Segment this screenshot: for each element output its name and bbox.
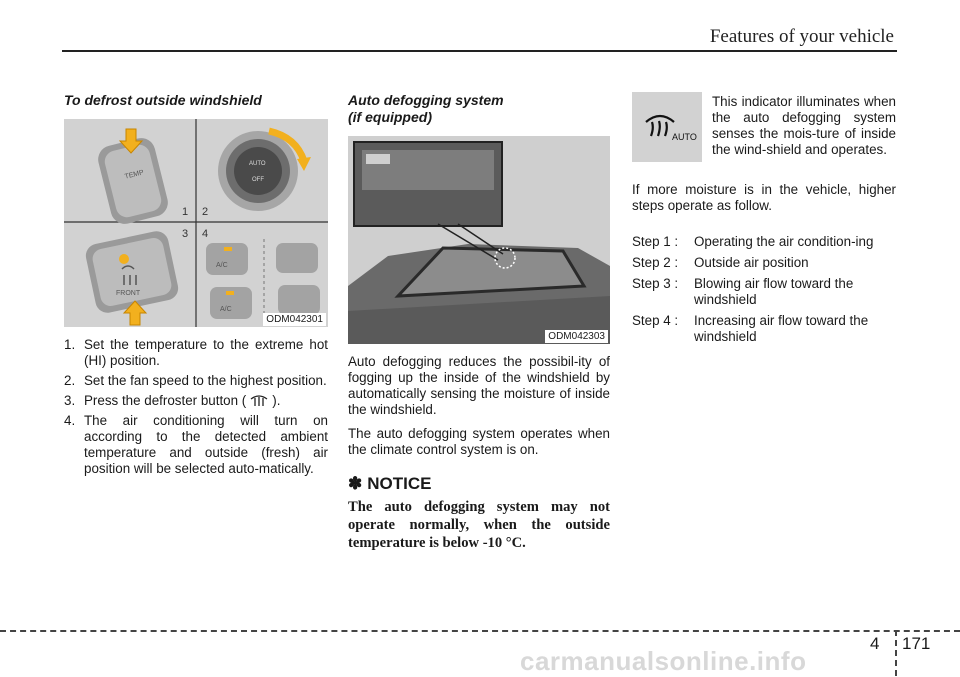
figure-panel-label-3: 3	[182, 228, 189, 240]
auto-defog-description: Auto defogging reduces the possibil-ity of fogging up the inside of the windshield by automatically sensing the moisture of inside the windshield.	[348, 354, 610, 417]
defrost-step-2: 2. Set the fan speed to the highest position.	[64, 373, 327, 388]
figure-panel-label-1: 1	[182, 206, 189, 218]
auto-defog-indicator	[632, 92, 702, 162]
watermark: carmanualsonline.info	[520, 646, 807, 676]
indicator-auto-label: AUTO	[672, 132, 697, 142]
defrost-step-3: 3. Press the defroster button ( ).	[64, 393, 281, 408]
page-number: 171	[902, 634, 931, 653]
section-heading-defrost: To defrost outside windshield	[64, 92, 262, 108]
ac-button-label-bottom: A/C	[220, 306, 232, 313]
defrost-controls-figure	[64, 119, 328, 327]
auto-defog-operating-note: The auto defogging system operates when the climate control system is on.	[348, 426, 610, 457]
dial-off-label: OFF	[252, 177, 264, 183]
moisture-steps-list	[632, 234, 896, 345]
notice-icon: ✽	[348, 474, 363, 493]
middle-column	[348, 92, 610, 552]
defroster-icon	[248, 393, 270, 407]
moisture-steps-intro: If more moisture is in the vehicle, higher steps operate as follow.	[632, 182, 896, 213]
windshield-figure	[348, 136, 610, 344]
temp-switch-label: TEMP	[124, 169, 145, 181]
chapter-number: 4	[870, 634, 880, 653]
figure-code: ODM042303	[545, 330, 608, 343]
dial-auto-label: AUTO	[249, 161, 266, 167]
notice-heading: ✽ NOTICE	[348, 474, 432, 493]
figure-code: ODM042301	[263, 313, 326, 326]
defrost-step-4: 4. The air conditioning will turn on according to the detected ambient temperature and outside (fresh) air position will be selected auto-matically.	[64, 413, 328, 476]
footer-divider	[895, 630, 897, 676]
section-heading-auto-defog: Auto defogging system (if equipped)	[348, 92, 504, 125]
indicator-description: This indicator illuminates when the auto defogging system senses the mois-ture of inside the wind-shield and operates.	[712, 94, 896, 157]
moisture-step-4: Step 4 : Increasing air flow toward the windshield	[632, 313, 869, 344]
right-column	[632, 92, 896, 350]
footer-rule	[0, 630, 960, 632]
running-header: Features of your vehicle	[709, 26, 894, 47]
auto-defog-indicator-icon	[632, 92, 702, 162]
moisture-step-2: Step 2 : Outside air position	[632, 255, 809, 270]
header-rule	[62, 50, 897, 52]
windshield-illustration	[348, 136, 610, 344]
ac-button-label-top: A/C	[216, 262, 228, 269]
figure-panel-label-2: 2	[202, 206, 209, 218]
defrost-controls-illustration	[64, 119, 328, 327]
defrost-step-1: 1. Set the temperature to the extreme hot (HI) position.	[64, 337, 328, 368]
defrost-steps	[64, 337, 328, 477]
indicator-block	[632, 92, 896, 162]
front-button-label: FRONT	[116, 290, 141, 297]
figure-panel-label-4: 4	[202, 228, 209, 240]
moisture-step-1: Step 1 : Operating the air condition-ing	[632, 234, 874, 249]
notice-text: The auto defogging system may not operate normally, when the outside temperature is below -10 °C.	[348, 499, 610, 551]
moisture-step-3: Step 3 : Blowing air flow toward the windshield	[632, 276, 854, 307]
left-column	[64, 92, 328, 481]
